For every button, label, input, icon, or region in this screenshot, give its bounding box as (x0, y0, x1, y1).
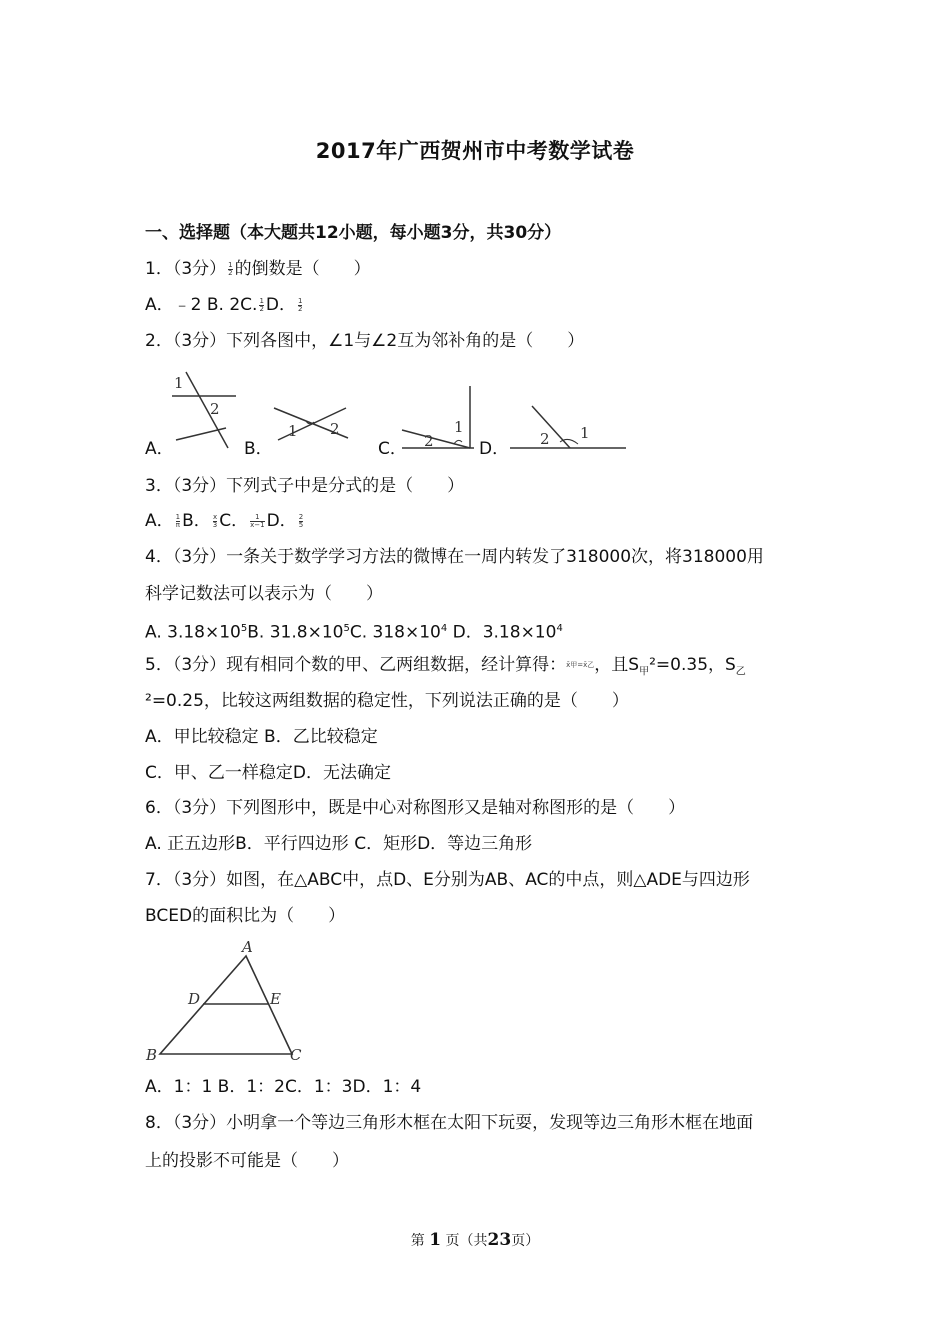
q1-prefix: 1．（3分） (145, 259, 227, 279)
footer-mid: 页（共 (445, 1233, 488, 1249)
question-7-line-2: BCED的面积比为（ ） (145, 906, 346, 926)
q1-option-d: D． (265, 295, 296, 315)
q7-triangle-figure (140, 938, 310, 1066)
q6-option-c: C．矩形 (354, 834, 418, 854)
q5-sub-jia: 甲 (639, 666, 650, 678)
q7-option-a: A．1：1 (145, 1077, 213, 1097)
q7-option-d: D．1：4 (352, 1077, 422, 1097)
q4-option-d-exp: 4 (556, 623, 563, 634)
q6-options (145, 833, 532, 855)
q5-sub-yi: 乙 (735, 666, 746, 678)
question-1 (145, 258, 371, 280)
footer-page-number: 1 (429, 1230, 442, 1250)
q3-option-b-fraction: $\frac{x}{3}$ (212, 512, 218, 529)
q4-option-b-exp: 5 (343, 623, 350, 634)
q1-option-c: C. (240, 295, 258, 315)
q5-option-b: B．乙比较稳定 (264, 727, 378, 747)
q2c-mark-2: 2 (424, 432, 434, 450)
q2c-mark-1: 1 (454, 418, 464, 436)
q2-figure-d (508, 402, 628, 452)
q7-options (145, 1076, 421, 1098)
q4-option-a-exp: 5 (240, 623, 248, 634)
q3-option-d-fraction: $\frac{2}{5}$ (298, 512, 304, 529)
question-6: 6．（3分）下列图形中，既是中心对称图形又是轴对称图形的是（ ） (145, 798, 686, 818)
q5-option-d: D．无法确定 (292, 763, 391, 783)
q5-option-c: C．甲、乙一样稳定 (145, 763, 293, 783)
question-5-line-2: ²=0.25，比较这两组数据的稳定性，下列说法正确的是（ ） (145, 691, 629, 711)
q6-option-a: A. 正五边形 (145, 834, 236, 854)
q6-option-b: B．平行四边形 (235, 834, 349, 854)
page-title: 2017年广西贺州市中考数学试卷 (315, 139, 635, 163)
question-8-line-2: 上的投影不可能是（ ） (145, 1151, 349, 1171)
q4-option-a: A. 3.18×10 (145, 622, 241, 643)
q2-figure-a (168, 368, 240, 450)
page-footer (0, 1230, 950, 1250)
q4-option-b: B. 31.8×10 (247, 622, 344, 643)
q4-option-d: D．3.18×10 (452, 622, 557, 643)
question-2: 2．（3分）下列各图中，∠1与∠2互为邻补角的是（ ） (145, 331, 585, 351)
q1-option-d-fraction: $\frac{1}{2}$ (298, 296, 303, 313)
q3-option-d: D． (266, 511, 297, 531)
q2a-mark-2: 2 (210, 400, 220, 418)
q5-options-row-2 (145, 762, 391, 784)
q5-prefix: 5．（3分）现有相同个数的甲、乙两组数据，经计算得： (145, 655, 567, 675)
q7-option-b: B．1：2 (217, 1077, 285, 1097)
q7-point-a: A (242, 938, 253, 956)
q2d-mark-1: 1 (580, 424, 590, 442)
q1-option-c-fraction: $\frac{1}{2}$ (259, 296, 264, 313)
q2-figure-c (398, 384, 478, 450)
q7-point-d: D (188, 990, 201, 1008)
q1-option-b: B. 2 (206, 295, 241, 315)
q3-option-b: B． (182, 511, 211, 531)
q3-option-a-fraction: $\frac{1}{\pi}$ (175, 512, 181, 529)
q5-suffix: ²=0.35，S (649, 655, 736, 675)
footer-prefix: 第 (410, 1233, 425, 1249)
question-5-line-1 (145, 654, 746, 683)
q7-option-c: C．1：3 (284, 1077, 353, 1097)
q5-mid: ，且S (594, 655, 640, 675)
q2-label-b: B． (244, 439, 273, 459)
q3-option-c-fraction: $\frac{1}{x-1}$ (250, 512, 265, 529)
q1-fraction: $\frac{1}{2}$ (228, 260, 233, 277)
q1-suffix: 的倒数是（ ） (234, 259, 371, 279)
question-4-line-1: 4．（3分）一条关于数学学习方法的微博在一周内转发了318000次，将318000用 (145, 547, 764, 567)
q2-figure-b (268, 402, 352, 444)
q7-point-b: B (146, 1046, 158, 1064)
q2b-mark-2: 2 (330, 420, 340, 438)
footer-total-pages: 23 (487, 1230, 512, 1250)
q1-option-a: A．﹣2 (145, 295, 202, 315)
q5-options-row-1 (145, 726, 378, 748)
q2-label-a: A． (145, 439, 174, 459)
q2-label-d: D． (479, 439, 510, 459)
q7-point-e: E (270, 990, 281, 1008)
q3-options (145, 510, 305, 532)
q4-options (145, 618, 563, 644)
question-8-line-1: 8．（3分）小明拿一个等边三角形木框在太阳下玩耍，发现等边三角形木框在地面 (145, 1113, 754, 1133)
q2a-mark-1: 1 (174, 374, 184, 392)
q7-point-c: C (290, 1046, 302, 1064)
q2d-mark-2: 2 (540, 430, 550, 448)
question-3: 3．（3分）下列式子中是分式的是（ ） (145, 476, 465, 496)
q3-option-a: A． (145, 511, 174, 531)
question-7-line-1: 7．（3分）如图，在△ABC中，点D、E分别为AB、AC的中点，则△ADE与四边形 (145, 870, 750, 890)
question-4-line-2: 科学记数法可以表示为（ ） (145, 584, 383, 604)
q4-option-c: C. 318×10 (349, 622, 441, 643)
section-heading: 一、选择题（本大题共12小题，每小题3分，共30分） (145, 223, 562, 243)
q5-mean-formula: x̄甲=x̄乙 (566, 661, 595, 669)
footer-suffix: 页） (511, 1233, 540, 1249)
q2b-mark-1: 1 (288, 422, 298, 440)
q5-option-a: A．甲比较稳定 (145, 727, 259, 747)
q3-option-c: C． (219, 511, 249, 531)
q4-option-c-exp: 4 (440, 623, 448, 634)
q2-label-c: C． (378, 439, 407, 459)
q1-options (145, 294, 304, 316)
q6-option-d: D．等边三角形 (417, 834, 533, 854)
